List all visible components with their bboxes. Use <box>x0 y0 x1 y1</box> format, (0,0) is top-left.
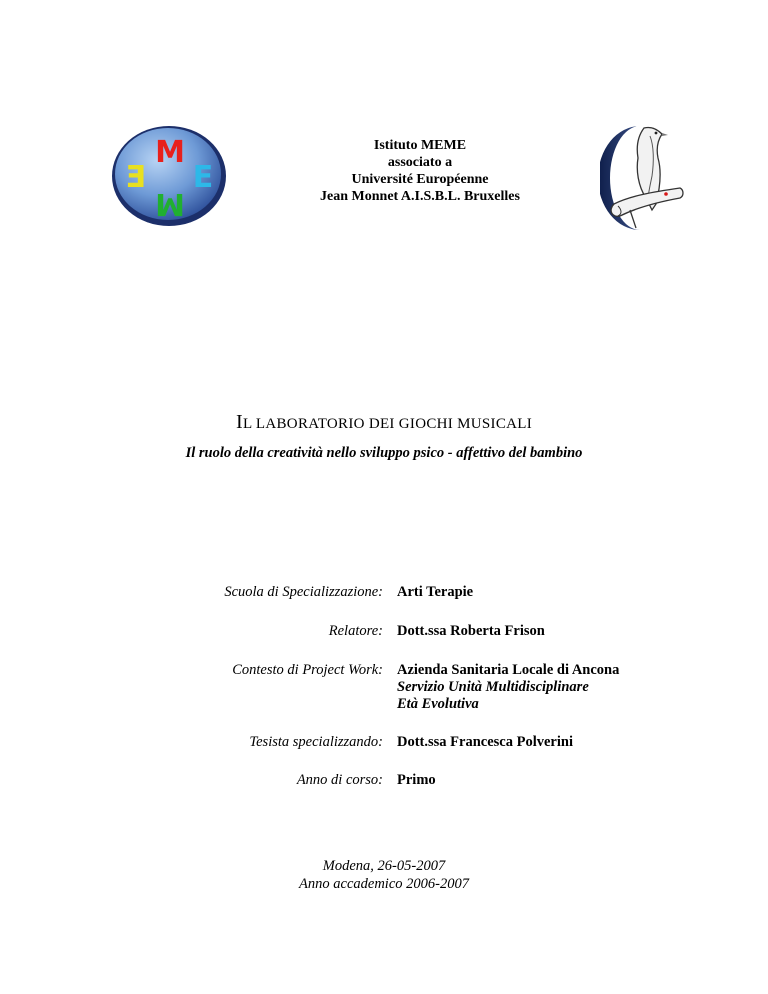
place-date: Modena, 26-05-2007 <box>322 858 446 874</box>
context-value-line1: Azienda Sanitaria Locale di Ancona <box>397 662 620 678</box>
title-rest: L LABORATORIO DEI GIOCHI MUSICALI <box>242 416 533 432</box>
logo-letter: E <box>192 160 214 195</box>
context-value <box>397 662 619 713</box>
school-value: Arti Terapie <box>397 584 474 600</box>
year-value: Primo <box>397 772 436 788</box>
document-subtitle: Il ruolo della creatività nello sviluppo psico - affettivo del bambino <box>185 445 583 461</box>
student-label: Tesista specializzando: <box>249 734 383 750</box>
institute-association: associato a <box>387 155 453 170</box>
university-detail: Jean Monnet A.I.S.B.L. Bruxelles <box>320 189 520 204</box>
document-title <box>0 411 768 434</box>
context-label: Contesto di Project Work: <box>232 662 383 678</box>
institute-header <box>260 137 580 205</box>
logo-letter: M <box>155 135 185 170</box>
year-label: Anno di corso: <box>296 772 383 788</box>
title-initial: I <box>235 411 243 433</box>
logo-letter: E <box>125 160 147 195</box>
dove-scroll-logo <box>600 118 686 236</box>
meme-logo <box>110 124 228 228</box>
advisor-label: Relatore: <box>328 623 383 639</box>
advisor-value: Dott.ssa Roberta Frison <box>397 623 545 639</box>
document-footer <box>0 857 768 893</box>
institute-name: Istituto MEME <box>373 138 467 153</box>
school-label: Scuola di Specializzazione: <box>224 584 383 600</box>
context-value-line3: Età Evolutiva <box>397 696 479 712</box>
student-value: Dott.ssa Francesca Polverini <box>397 734 573 750</box>
logo-letter: M <box>155 186 185 221</box>
university-name: Université Européenne <box>351 172 489 187</box>
context-value-line2: Servizio Unità Multidisciplinare <box>397 679 589 695</box>
academic-year: Anno accademico 2006-2007 <box>299 876 469 892</box>
